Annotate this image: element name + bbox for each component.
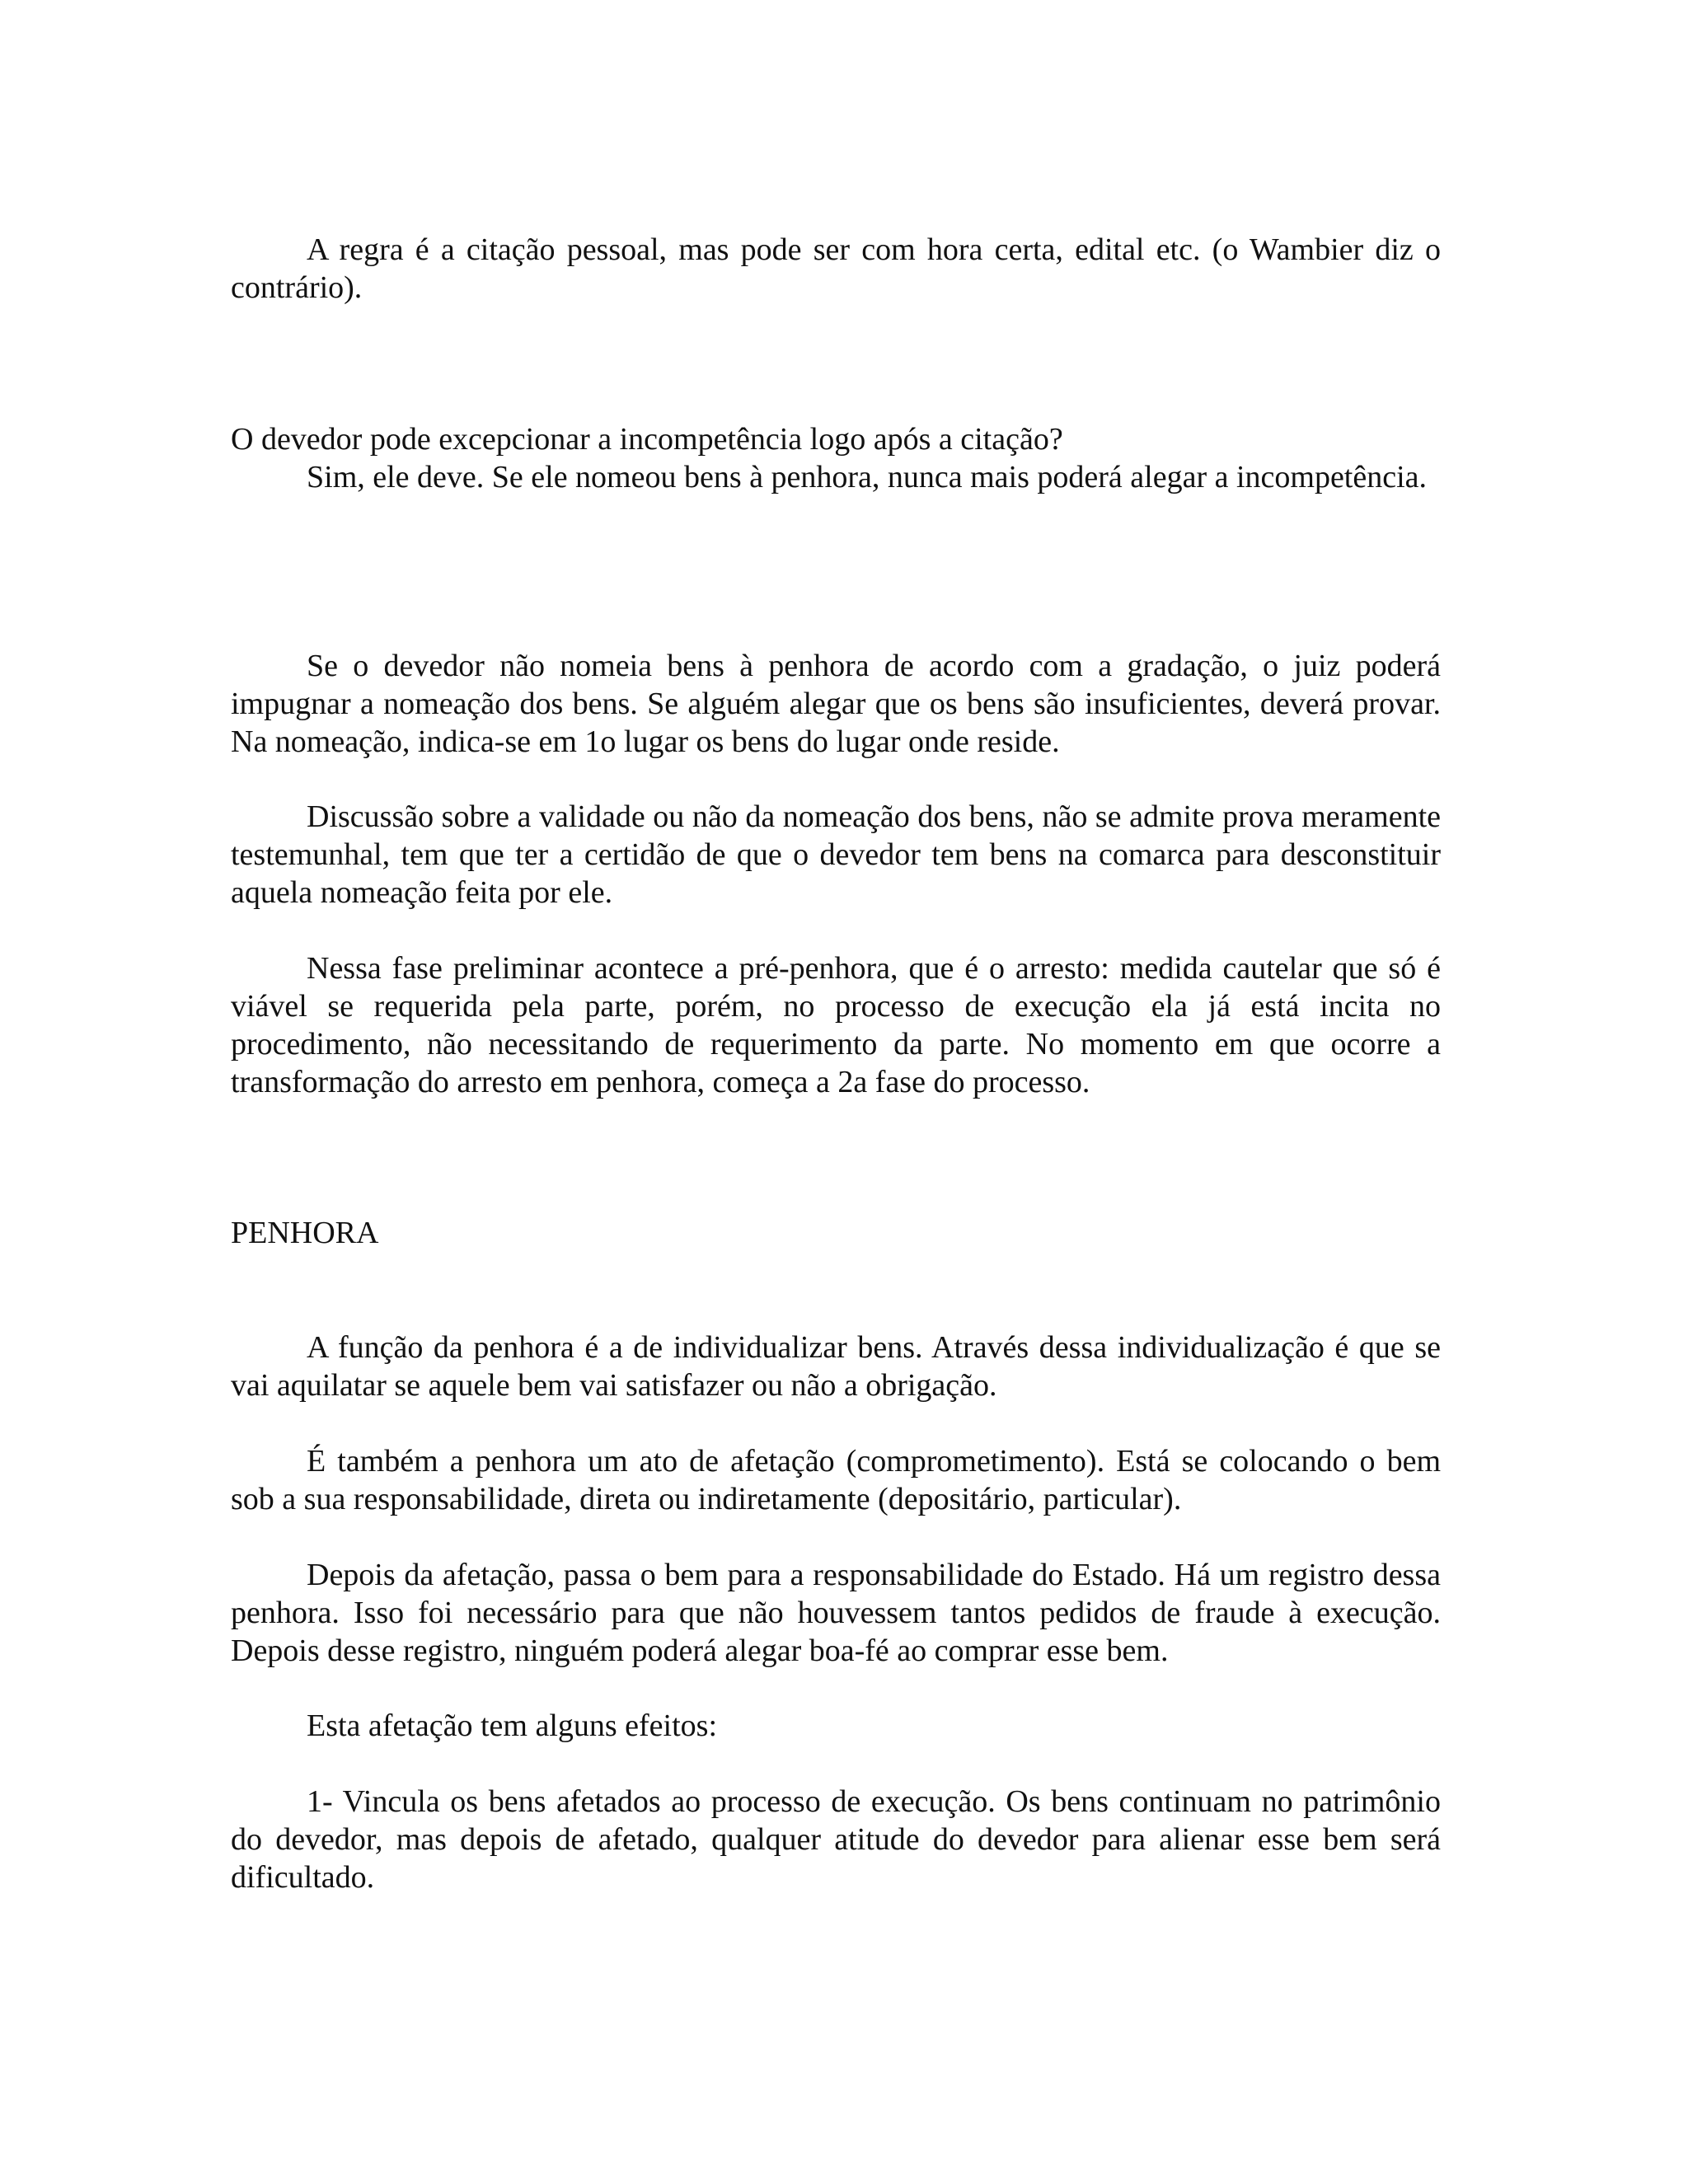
paragraph-validade: Discussão sobre a validade ou não da nomeação dos bens, não se admite prova meramente testemunhal, tem que ter a certidão de que o devedor tem bens na comarca para desconstituir aquela nomeação feita por ele. <box>231 799 1441 910</box>
paragraph-nomeacao: Se o devedor não nomeia bens à penhora de acordo com a gradação, o juiz poderá impugnar a nomeação dos bens. Se alguém alegar que os bens são insuficientes, deverá provar. Na nomeação, indica-se em 1o lugar os bens do lugar onde reside. <box>231 649 1441 759</box>
qa-block-incompetencia <box>231 420 1441 496</box>
section-heading-penhora: PENHORA <box>231 1216 379 1250</box>
paragraph-efeito-1: 1- Vincula os bens afetados ao processo de execução. Os bens continuam no patrimônio do devedor, mas depois de afetado, qualquer atitude do devedor para alienar esse bem será dificultado. <box>231 1784 1441 1895</box>
paragraph-pre-penhora: Nessa fase preliminar acontece a pré-penhora, que é o arresto: medida cautelar que só é viável se requerida pela parte, porém, no processo de execução ela já está incita no procedimento, não necessitando de requerimento da parte. No momento em que ocorre a transformação do arresto em penhora, começa a 2a fase do processo. <box>231 951 1441 1099</box>
paragraph-efeitos: Esta afetação tem alguns efeitos: <box>307 1708 718 1743</box>
paragraph-funcao-penhora: A função da penhora é a de individualizar bens. Através dessa individualização é que se vai aquilatar se aquele bem vai satisfazer ou não a obrigação. <box>231 1330 1441 1403</box>
paragraph-afetacao: É também a penhora um ato de afetação (comprometimento). Está se colocando o bem sob a sua responsabilidade, direta ou indiretamente (depositário, particular). <box>231 1444 1441 1516</box>
question-text: O devedor pode excepcionar a incompetência logo após a citação? <box>231 422 1063 457</box>
paragraph-citacao: A regra é a citação pessoal, mas pode ser com hora certa, edital etc. (o Wambier diz o contrário). <box>231 232 1441 305</box>
paragraph-registro: Depois da afetação, passa o bem para a responsabilidade do Estado. Há um registro dessa penhora. Isso foi necessário para que não houvessem tantos pedidos de fraude à execução. Depois desse registro, ninguém poderá alegar boa-fé ao comprar esse bem. <box>231 1558 1441 1668</box>
answer-text: Sim, ele deve. Se ele nomeou bens à penhora, nunca mais poderá alegar a incompetência. <box>307 460 1428 494</box>
